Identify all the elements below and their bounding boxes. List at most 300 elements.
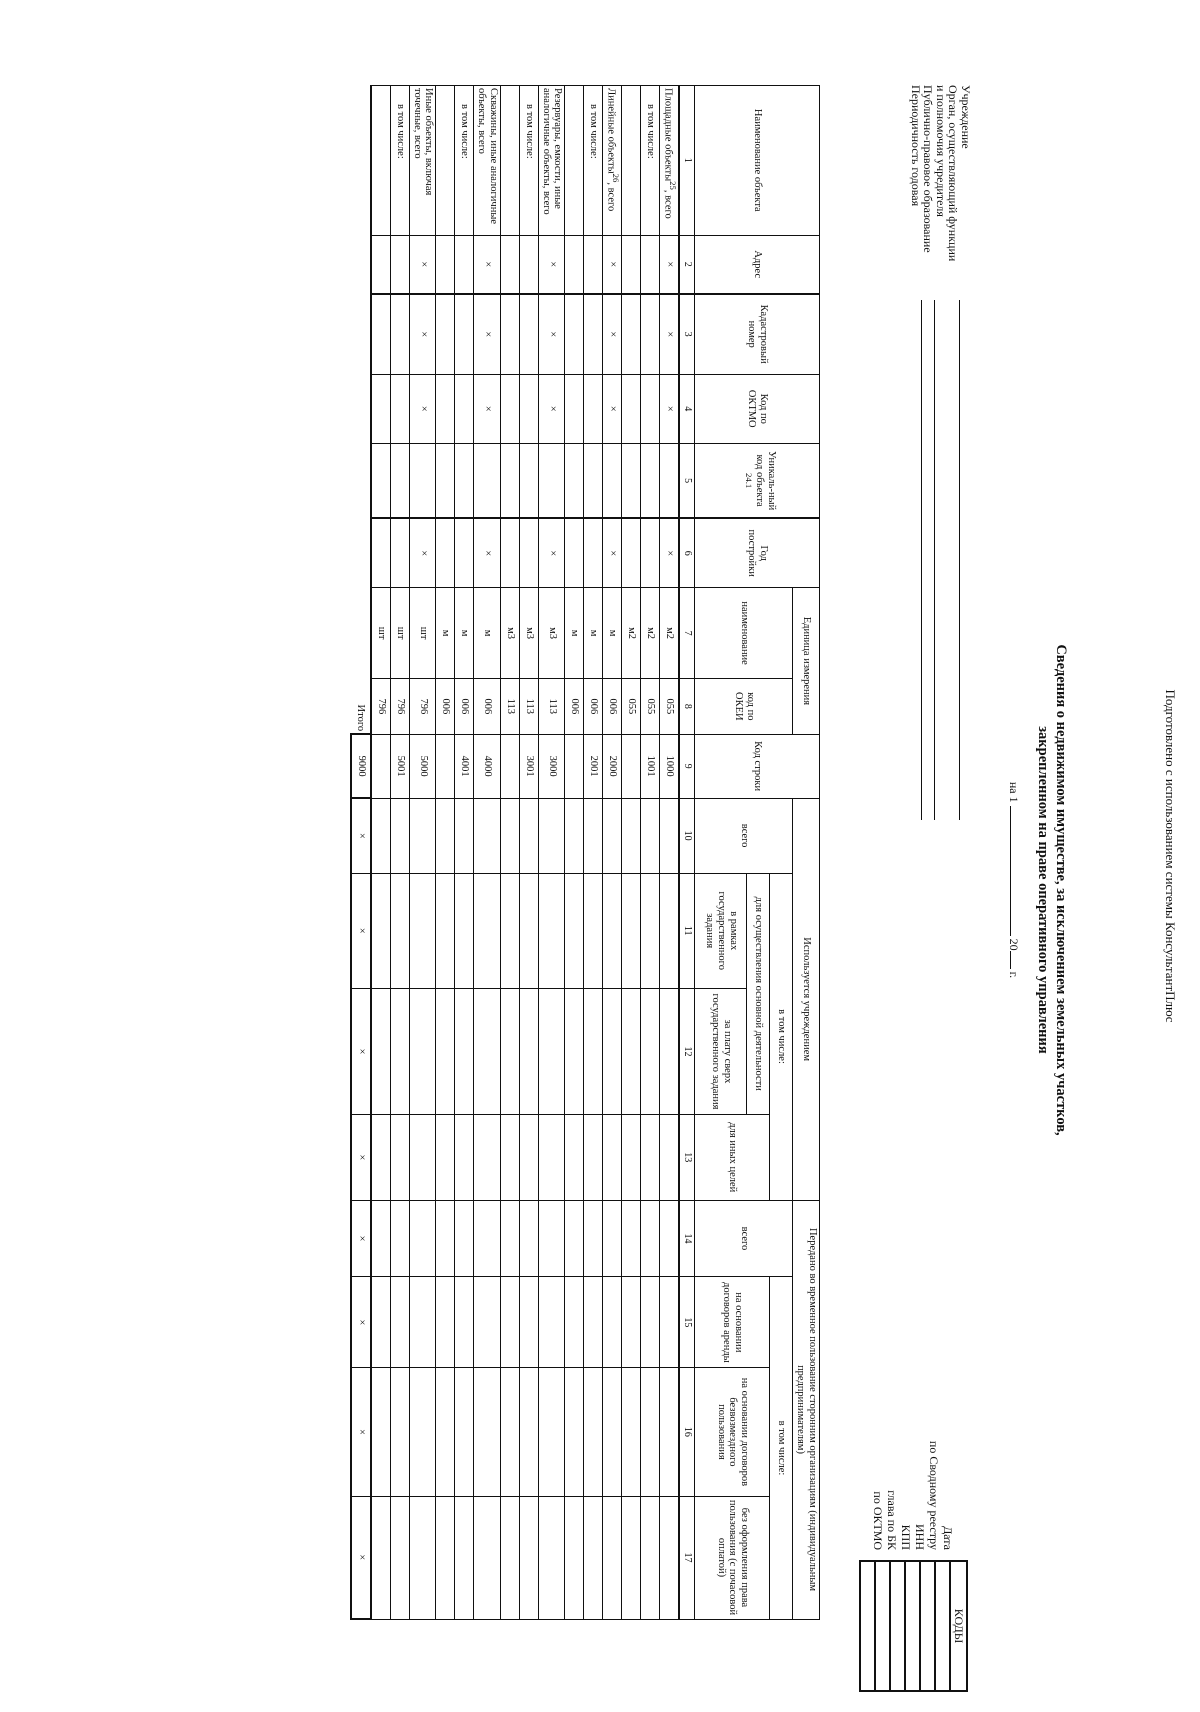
oktmo-cell[interactable] xyxy=(565,374,584,443)
value-cell-col12[interactable] xyxy=(455,988,474,1114)
year-cell[interactable] xyxy=(455,518,474,587)
year-cell[interactable] xyxy=(371,518,391,587)
value-cell-col13[interactable] xyxy=(641,1115,660,1201)
object-name-cell[interactable] xyxy=(565,86,584,236)
code-date-cell[interactable] xyxy=(935,1561,950,1691)
cadastral-cell[interactable] xyxy=(565,294,584,374)
unique-code-cell[interactable] xyxy=(501,443,520,518)
code-oktmo-cell[interactable] xyxy=(860,1561,875,1691)
row-code-cell: 3001 xyxy=(520,734,539,798)
value-cell-col13[interactable] xyxy=(474,1115,501,1201)
value-cell-col11[interactable] xyxy=(603,873,622,988)
cadastral-cell[interactable]: × xyxy=(474,294,501,374)
value-cell-col17[interactable] xyxy=(474,1496,501,1619)
total-value-col15[interactable]: × xyxy=(351,1277,371,1368)
cadastral-cell[interactable] xyxy=(371,294,391,374)
okei-cell: 055 xyxy=(622,679,641,735)
cadastral-cell[interactable] xyxy=(584,294,603,374)
col-header-oktmo: Код по ОКТМО xyxy=(695,374,820,443)
okei-cell: 006 xyxy=(455,679,474,735)
value-cell-col10[interactable] xyxy=(501,798,520,873)
value-cell-col15[interactable] xyxy=(584,1277,603,1368)
oktmo-cell[interactable] xyxy=(501,374,520,443)
oktmo-cell[interactable]: × xyxy=(474,374,501,443)
col-header-name: Наименование объекта xyxy=(695,86,820,236)
value-cell-col16[interactable] xyxy=(436,1368,455,1496)
code-label-kpp: КПП xyxy=(899,1524,913,1550)
value-cell-col10[interactable] xyxy=(410,798,437,873)
address-cell[interactable] xyxy=(501,235,520,294)
object-name-cell[interactable] xyxy=(520,86,539,236)
value-cell-col17[interactable] xyxy=(410,1496,437,1619)
object-name: в том числе: xyxy=(523,104,535,159)
table-row xyxy=(520,86,539,1620)
value-cell-col14[interactable] xyxy=(391,1200,410,1277)
header-periodicity: Периодичность годовая xyxy=(909,85,923,207)
value-cell-col11[interactable] xyxy=(565,873,584,988)
value-cell-col11[interactable] xyxy=(539,873,566,988)
value-cell-col14[interactable] xyxy=(520,1200,539,1277)
column-number-12: 12 xyxy=(680,988,696,1114)
col-header-cadastral: Кадастровый номер xyxy=(695,294,820,374)
value-cell-col11[interactable] xyxy=(474,873,501,988)
value-cell-col10[interactable] xyxy=(641,798,660,873)
table-row xyxy=(565,86,584,1620)
col-header-unit-name: наименование xyxy=(695,588,793,679)
address-cell[interactable]: × xyxy=(660,235,680,294)
value-cell-col17[interactable] xyxy=(641,1496,660,1619)
value-cell-col11[interactable] xyxy=(584,873,603,988)
value-cell-col16[interactable] xyxy=(455,1368,474,1496)
value-cell-col14[interactable] xyxy=(539,1200,566,1277)
oktmo-cell[interactable] xyxy=(436,374,455,443)
value-cell-col16[interactable] xyxy=(474,1368,501,1496)
object-name-cell[interactable] xyxy=(455,86,474,236)
value-cell-col13[interactable] xyxy=(436,1115,455,1201)
unique-code-cell[interactable] xyxy=(436,443,455,518)
oktmo-cell[interactable] xyxy=(371,374,391,443)
value-cell-col13[interactable] xyxy=(622,1115,641,1201)
year-blank xyxy=(1010,951,1022,969)
object-name-cell[interactable] xyxy=(501,86,520,236)
value-cell-col15[interactable] xyxy=(410,1277,437,1368)
col-header-transferred-incl: в том числе: xyxy=(770,1277,793,1619)
address-cell[interactable] xyxy=(622,235,641,294)
unique-code-cell[interactable] xyxy=(474,443,501,518)
value-cell-col14[interactable] xyxy=(660,1200,680,1277)
object-name-cell[interactable] xyxy=(641,86,660,236)
table-row xyxy=(603,86,622,1620)
value-cell-col14[interactable] xyxy=(474,1200,501,1277)
okei-cell: 006 xyxy=(565,679,584,735)
value-cell-col17[interactable] xyxy=(371,1496,391,1619)
address-cell[interactable] xyxy=(455,235,474,294)
value-cell-col11[interactable] xyxy=(641,873,660,988)
value-cell-col12[interactable] xyxy=(539,988,566,1114)
cadastral-cell[interactable] xyxy=(391,294,410,374)
value-cell-col17[interactable] xyxy=(520,1496,539,1619)
value-cell-col15[interactable] xyxy=(455,1277,474,1368)
value-cell-col11[interactable] xyxy=(660,873,680,988)
value-cell-col15[interactable] xyxy=(660,1277,680,1368)
col-header-transferred-total: всего xyxy=(695,1200,793,1277)
year-cell[interactable] xyxy=(391,518,410,587)
unique-code-cell[interactable] xyxy=(584,443,603,518)
total-value-col17[interactable]: × xyxy=(351,1496,371,1619)
year-cell[interactable] xyxy=(641,518,660,587)
unique-code-cell[interactable] xyxy=(520,443,539,518)
object-name-cell[interactable] xyxy=(391,86,410,236)
value-cell-col13[interactable] xyxy=(603,1115,622,1201)
property-table-body xyxy=(351,86,680,1620)
row-code-cell: 2001 xyxy=(584,734,603,798)
col-header-main-activity: для осуществления основной деятельности xyxy=(747,873,770,1115)
unit-name-cell: м3 xyxy=(520,588,539,679)
value-cell-col14[interactable] xyxy=(371,1200,391,1277)
value-cell-col13[interactable] xyxy=(391,1115,410,1201)
value-cell-col16[interactable] xyxy=(391,1368,410,1496)
value-cell-col14[interactable] xyxy=(603,1200,622,1277)
cadastral-cell[interactable]: × xyxy=(660,294,680,374)
value-cell-col10[interactable] xyxy=(603,798,622,873)
cadastral-cell[interactable] xyxy=(436,294,455,374)
year-cell[interactable] xyxy=(584,518,603,587)
object-name-cell[interactable] xyxy=(660,86,680,236)
table-row xyxy=(501,86,520,1620)
unique-code-cell[interactable] xyxy=(539,443,566,518)
value-cell-col15[interactable] xyxy=(539,1277,566,1368)
value-cell-col12[interactable] xyxy=(603,988,622,1114)
object-name: Площадные объекты xyxy=(662,88,674,182)
value-cell-col11[interactable] xyxy=(391,873,410,988)
oktmo-cell[interactable] xyxy=(520,374,539,443)
unique-code-cell[interactable] xyxy=(660,443,680,518)
value-cell-col16[interactable] xyxy=(410,1368,437,1496)
value-cell-col14[interactable] xyxy=(641,1200,660,1277)
code-inn-cell[interactable] xyxy=(905,1561,920,1691)
founder-fill-line[interactable] xyxy=(934,300,935,820)
object-name-cell[interactable] xyxy=(474,86,501,236)
value-cell-col16[interactable] xyxy=(641,1368,660,1496)
code-bk-cell[interactable] xyxy=(875,1561,890,1691)
column-number-1: 1 xyxy=(680,86,696,236)
address-cell[interactable]: × xyxy=(474,235,501,294)
value-cell-col10[interactable] xyxy=(436,798,455,873)
address-cell[interactable] xyxy=(565,235,584,294)
value-cell-col14[interactable] xyxy=(410,1200,437,1277)
value-cell-col12[interactable] xyxy=(501,988,520,1114)
year-cell[interactable]: × xyxy=(603,518,622,587)
codes-title: КОДЫ xyxy=(950,1561,967,1691)
cadastral-cell[interactable] xyxy=(501,294,520,374)
unique-code-cell[interactable] xyxy=(603,443,622,518)
unique-code-cell[interactable] xyxy=(391,443,410,518)
code-registry-cell[interactable] xyxy=(920,1561,935,1691)
unit-name-cell: шт xyxy=(371,588,391,679)
col-header-no-right: без оформления права пользования (с почасовой оплатой) xyxy=(695,1496,770,1619)
value-cell-col12[interactable] xyxy=(391,988,410,1114)
codes-labels xyxy=(871,1400,955,1550)
value-cell-col13[interactable] xyxy=(501,1115,520,1201)
row-code-cell xyxy=(622,734,641,798)
total-value-col13[interactable]: × xyxy=(351,1115,371,1201)
address-cell[interactable]: × xyxy=(603,235,622,294)
value-cell-col13[interactable] xyxy=(410,1115,437,1201)
row-code-cell: 1000 xyxy=(660,734,680,798)
col-header-unit-group: Единица измерения xyxy=(793,588,820,734)
value-cell-col17[interactable] xyxy=(603,1496,622,1619)
value-cell-col15[interactable] xyxy=(501,1277,520,1368)
object-name-cell[interactable] xyxy=(436,86,455,236)
value-cell-col12[interactable] xyxy=(371,988,391,1114)
value-cell-col15[interactable] xyxy=(603,1277,622,1368)
address-cell[interactable] xyxy=(391,235,410,294)
col-header-within-task: в рамках государственного задания xyxy=(695,873,747,988)
value-cell-col12[interactable] xyxy=(584,988,603,1114)
oktmo-cell[interactable] xyxy=(622,374,641,443)
oktmo-cell[interactable]: × xyxy=(410,374,437,443)
value-cell-col15[interactable] xyxy=(436,1277,455,1368)
property-table xyxy=(350,85,820,1620)
total-value-col10[interactable]: × xyxy=(351,798,371,873)
value-cell-col14[interactable] xyxy=(622,1200,641,1277)
address-cell[interactable] xyxy=(520,235,539,294)
object-name-cell[interactable] xyxy=(622,86,641,236)
value-cell-col11[interactable] xyxy=(501,873,520,988)
year-cell[interactable] xyxy=(565,518,584,587)
value-cell-col10[interactable] xyxy=(474,798,501,873)
object-name-cell[interactable] xyxy=(410,86,437,236)
value-cell-col14[interactable] xyxy=(565,1200,584,1277)
cadastral-cell[interactable] xyxy=(641,294,660,374)
value-cell-col13[interactable] xyxy=(660,1115,680,1201)
value-cell-col15[interactable] xyxy=(391,1277,410,1368)
value-cell-col17[interactable] xyxy=(436,1496,455,1619)
value-cell-col12[interactable] xyxy=(436,988,455,1114)
value-cell-col14[interactable] xyxy=(436,1200,455,1277)
value-cell-col14[interactable] xyxy=(455,1200,474,1277)
value-cell-col16[interactable] xyxy=(622,1368,641,1496)
table-row xyxy=(539,86,566,1620)
value-cell-col17[interactable] xyxy=(455,1496,474,1619)
address-cell[interactable] xyxy=(584,235,603,294)
table-row xyxy=(455,86,474,1620)
row-code-cell: 2000 xyxy=(603,734,622,798)
address-cell[interactable]: × xyxy=(410,235,437,294)
code-label-inn: ИНН xyxy=(913,1524,927,1550)
oktmo-cell[interactable]: × xyxy=(539,374,566,443)
unit-name-cell: м3 xyxy=(539,588,566,679)
value-cell-col12[interactable] xyxy=(474,988,501,1114)
value-cell-col16[interactable] xyxy=(539,1368,566,1496)
value-cell-col15[interactable] xyxy=(565,1277,584,1368)
total-value-col16[interactable]: × xyxy=(351,1368,371,1496)
footnote-ref: 26 xyxy=(611,173,622,183)
object-name-cell[interactable] xyxy=(371,86,391,236)
value-cell-col13[interactable] xyxy=(565,1115,584,1201)
year-cell[interactable]: × xyxy=(410,518,437,587)
value-cell-col12[interactable] xyxy=(660,988,680,1114)
cadastral-cell[interactable] xyxy=(520,294,539,374)
value-cell-col10[interactable] xyxy=(520,798,539,873)
code-label-registry: по Сводному реестру xyxy=(927,1440,941,1550)
unit-name-cell: м xyxy=(603,588,622,679)
okei-cell: 055 xyxy=(660,679,680,735)
column-number-8: 8 xyxy=(680,679,696,735)
cadastral-cell[interactable] xyxy=(622,294,641,374)
unique-code-cell[interactable] xyxy=(622,443,641,518)
value-cell-col16[interactable] xyxy=(565,1368,584,1496)
address-cell[interactable] xyxy=(371,235,391,294)
value-cell-col15[interactable] xyxy=(641,1277,660,1368)
col-header-lease: на основании договоров аренды xyxy=(695,1277,770,1368)
value-cell-col12[interactable] xyxy=(565,988,584,1114)
value-cell-col11[interactable] xyxy=(410,873,437,988)
value-cell-col14[interactable] xyxy=(584,1200,603,1277)
row-code-cell xyxy=(501,734,520,798)
value-cell-col12[interactable] xyxy=(410,988,437,1114)
cadastral-cell[interactable]: × xyxy=(539,294,566,374)
value-cell-col11[interactable] xyxy=(455,873,474,988)
object-name-cell[interactable] xyxy=(584,86,603,236)
value-cell-col17[interactable] xyxy=(660,1496,680,1619)
value-cell-col14[interactable] xyxy=(501,1200,520,1277)
oktmo-cell[interactable]: × xyxy=(603,374,622,443)
unique-code-cell[interactable] xyxy=(565,443,584,518)
col-header-okei: код по ОКЕИ xyxy=(695,679,793,735)
col-header-transferred-group: Передано во временное пользование сторонним организациям (индивидуальным предпринимателям) xyxy=(793,1200,820,1619)
value-cell-col16[interactable] xyxy=(371,1368,391,1496)
date-prefix: на 1 xyxy=(1007,781,1021,803)
year-cell[interactable] xyxy=(436,518,455,587)
object-name-cell[interactable] xyxy=(539,86,566,236)
value-cell-col13[interactable] xyxy=(584,1115,603,1201)
year-cell[interactable] xyxy=(501,518,520,587)
value-cell-col17[interactable] xyxy=(584,1496,603,1619)
row-code-cell: 4001 xyxy=(455,734,474,798)
oktmo-cell[interactable] xyxy=(391,374,410,443)
value-cell-col16[interactable] xyxy=(520,1368,539,1496)
institution-fill-line[interactable] xyxy=(959,300,960,820)
value-cell-col11[interactable] xyxy=(520,873,539,988)
unique-code-cell[interactable] xyxy=(455,443,474,518)
total-value-col14[interactable]: × xyxy=(351,1200,371,1277)
value-cell-col17[interactable] xyxy=(391,1496,410,1619)
column-number-2: 2 xyxy=(680,235,696,294)
value-cell-col10[interactable] xyxy=(565,798,584,873)
object-name: в том числе: xyxy=(588,104,600,159)
value-cell-col10[interactable] xyxy=(455,798,474,873)
value-cell-col13[interactable] xyxy=(455,1115,474,1201)
value-cell-col10[interactable] xyxy=(622,798,641,873)
value-cell-col15[interactable] xyxy=(622,1277,641,1368)
object-name-cell[interactable] xyxy=(603,86,622,236)
year-cell[interactable]: × xyxy=(660,518,680,587)
year-cell[interactable]: × xyxy=(474,518,501,587)
value-cell-col17[interactable] xyxy=(539,1496,566,1619)
value-cell-col15[interactable] xyxy=(371,1277,391,1368)
value-cell-col15[interactable] xyxy=(520,1277,539,1368)
unit-name-cell: м xyxy=(474,588,501,679)
oktmo-cell[interactable] xyxy=(641,374,660,443)
value-cell-col11[interactable] xyxy=(622,873,641,988)
col-header-unique-code xyxy=(695,443,820,518)
public-entity-fill-line[interactable] xyxy=(921,300,922,820)
value-cell-col12[interactable] xyxy=(520,988,539,1114)
unit-name-cell: м2 xyxy=(641,588,660,679)
address-cell[interactable]: × xyxy=(539,235,566,294)
address-cell[interactable] xyxy=(436,235,455,294)
col-header-over-task: за плату сверх государственного задания xyxy=(695,988,747,1114)
value-cell-col10[interactable] xyxy=(584,798,603,873)
value-cell-col13[interactable] xyxy=(539,1115,566,1201)
total-value-col12[interactable]: × xyxy=(351,988,371,1114)
oktmo-cell[interactable]: × xyxy=(660,374,680,443)
column-number-14: 14 xyxy=(680,1200,696,1277)
value-cell-col15[interactable] xyxy=(474,1277,501,1368)
cadastral-cell[interactable]: × xyxy=(410,294,437,374)
object-name: Скважины, иные аналогичные объекты, всего xyxy=(476,88,499,225)
address-cell[interactable] xyxy=(641,235,660,294)
value-cell-col13[interactable] xyxy=(371,1115,391,1201)
cadastral-cell[interactable] xyxy=(455,294,474,374)
oktmo-cell[interactable] xyxy=(455,374,474,443)
table-row xyxy=(584,86,603,1620)
unit-name-cell: м2 xyxy=(660,588,680,679)
col-header-address: Адрес xyxy=(695,235,820,294)
col-header-used-total: всего xyxy=(695,798,793,873)
value-cell-col12[interactable] xyxy=(622,988,641,1114)
value-cell-col17[interactable] xyxy=(622,1496,641,1619)
table-row xyxy=(474,86,501,1620)
cadastral-cell[interactable]: × xyxy=(603,294,622,374)
year-cell[interactable]: × xyxy=(539,518,566,587)
value-cell-col16[interactable] xyxy=(501,1368,520,1496)
unit-name-cell: м2 xyxy=(622,588,641,679)
value-cell-col13[interactable] xyxy=(520,1115,539,1201)
code-kpp-cell[interactable] xyxy=(890,1561,905,1691)
value-cell-col10[interactable] xyxy=(539,798,566,873)
unique-code-cell[interactable] xyxy=(641,443,660,518)
year-cell[interactable] xyxy=(520,518,539,587)
value-cell-col16[interactable] xyxy=(603,1368,622,1496)
value-cell-col11[interactable] xyxy=(371,873,391,988)
code-label-oktmo: по ОКТМО xyxy=(871,1491,885,1550)
unique-code-cell[interactable] xyxy=(371,443,391,518)
value-cell-col12[interactable] xyxy=(641,988,660,1114)
unique-code-cell[interactable] xyxy=(410,443,437,518)
value-cell-col10[interactable] xyxy=(371,798,391,873)
unit-name-cell: м xyxy=(584,588,603,679)
table-row xyxy=(641,86,660,1620)
value-cell-col16[interactable] xyxy=(660,1368,680,1496)
value-cell-col17[interactable] xyxy=(501,1496,520,1619)
column-numbers-row xyxy=(680,86,696,1620)
year-cell[interactable] xyxy=(622,518,641,587)
total-value-col11[interactable]: × xyxy=(351,873,371,988)
col-header-row-code: Код строки xyxy=(695,734,820,798)
value-cell-col10[interactable] xyxy=(391,798,410,873)
okei-cell: 113 xyxy=(520,679,539,735)
value-cell-col11[interactable] xyxy=(436,873,455,988)
row-code-cell xyxy=(436,734,455,798)
value-cell-col10[interactable] xyxy=(660,798,680,873)
oktmo-cell[interactable] xyxy=(584,374,603,443)
okei-cell: 113 xyxy=(501,679,520,735)
unit-name-cell: м xyxy=(455,588,474,679)
value-cell-col16[interactable] xyxy=(584,1368,603,1496)
value-cell-col17[interactable] xyxy=(565,1496,584,1619)
